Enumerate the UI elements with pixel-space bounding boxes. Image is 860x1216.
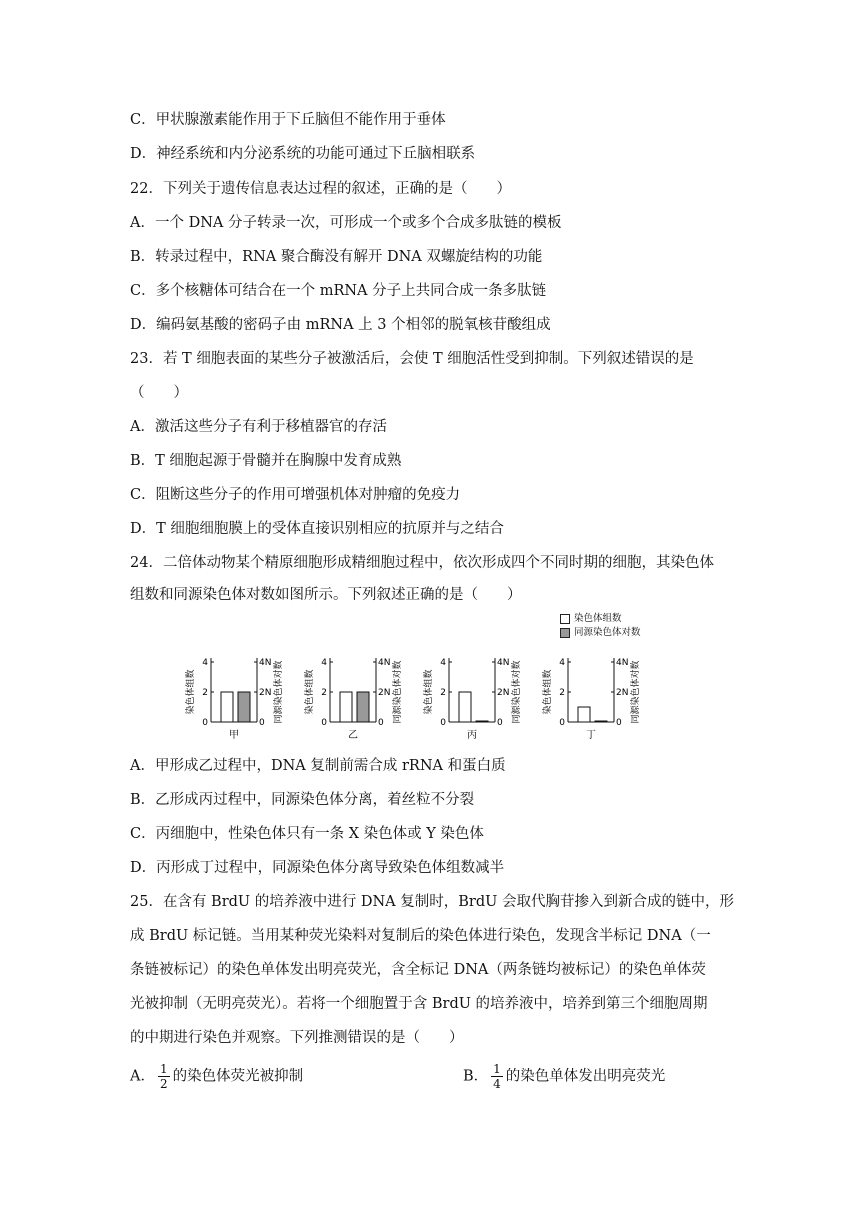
text-line-14: 24．二倍体动物某个精原细胞形成精细胞过程中，依次形成四个不同时期的细胞，其染色体 (130, 555, 714, 571)
left-axis-label: 染色体组数 (543, 669, 553, 715)
legend-label-groups: 染色体组数 (574, 613, 622, 624)
right-tick-label: 4N (616, 658, 629, 668)
text-line-24: 的中期进行染色并观察。下列推测错误的是（ ） (130, 1030, 464, 1046)
legend-label-pairs: 同源染色体对数 (574, 627, 641, 638)
fraction-quarter-den: 4 (493, 1077, 501, 1091)
option-25a (130, 1062, 303, 1091)
text-line-12: C．阻断这些分子的作用可增强机体对肿瘤的免疫力 (130, 487, 461, 503)
text-line-17: B．乙形成丙过程中，同源染色体分离，着丝粒不分裂 (130, 792, 475, 808)
bar-chromosome-groups (578, 707, 590, 722)
left-tick-label: 0 (440, 718, 446, 728)
fraction-half-den: 2 (159, 1077, 168, 1091)
text-line-15: 组数和同源染色体对数如图所示。下列叙述正确的是（ ） (130, 587, 522, 603)
fraction-half (158, 1062, 170, 1091)
chart-svg (186, 612, 675, 747)
fraction-half-num: 1 (159, 1062, 168, 1076)
option-25b (463, 1062, 665, 1091)
left-tick-label: 4 (321, 658, 327, 668)
right-tick-label: 0 (616, 718, 622, 728)
text-line-3: 22．下列关于遗传信息表达过程的叙述，正确的是（ ） (130, 181, 511, 197)
option-25a-prefix: A． (130, 1068, 155, 1085)
right-tick-label: 2N (497, 688, 510, 698)
right-tick-label: 2N (378, 688, 391, 698)
text-line-4: A．一个 DNA 分子转录一次，可形成一个或多个合成多肽链的模板 (130, 215, 562, 231)
chromosome-chart (186, 612, 675, 747)
fraction-quarter-num: 1 (493, 1062, 501, 1076)
left-axis-label: 染色体组数 (305, 669, 315, 715)
fraction-quarter (491, 1062, 503, 1091)
left-tick-label: 2 (321, 688, 327, 698)
right-tick-label: 2N (259, 688, 272, 698)
text-line-18: C．丙细胞中，性染色体只有一条 X 染色体或 Y 染色体 (130, 826, 484, 842)
bar-chromosome-groups (340, 692, 352, 722)
right-tick-label: 0 (497, 718, 503, 728)
text-line-7: D．编码氨基酸的密码子由 mRNA 上 3 个相邻的脱氧核苷酸组成 (130, 317, 551, 333)
text-line-8: 23．若 T 细胞表面的某些分子被激活后，会使 T 细胞活性受到抑制。下列叙述错误的是 (130, 351, 694, 367)
category-label: 甲 (229, 730, 239, 741)
right-axis-label: 同源染色体对数 (631, 660, 641, 724)
category-label: 丙 (467, 730, 477, 741)
category-label: 丁 (586, 730, 596, 741)
left-tick-label: 0 (559, 718, 565, 728)
text-line-10: A．激活这些分子有利于移植器官的存活 (130, 419, 387, 435)
left-tick-label: 2 (440, 688, 446, 698)
text-line-22: 条链被标记）的染色单体发出明亮荧光，含全标记 DNA（两条链均被标记）的染色单体荧 (130, 962, 706, 978)
option-25a-text: 的染色体荧光被抑制 (172, 1068, 304, 1085)
option-25b-text: 的染色单体发出明亮荧光 (505, 1068, 666, 1085)
text-line-6: C．多个核糖体可结合在一个 mRNA 分子上共同合成一条多肽链 (130, 283, 547, 299)
right-tick-label: 4N (259, 658, 272, 668)
right-tick-label: 2N (616, 688, 629, 698)
right-tick-label: 0 (259, 718, 265, 728)
bar-homologous-pairs (238, 692, 250, 722)
right-tick-label: 4N (497, 658, 510, 668)
left-tick-label: 4 (440, 658, 446, 668)
left-tick-label: 2 (202, 688, 208, 698)
bar-homologous-pairs (357, 692, 369, 722)
text-line-2: D．神经系统和内分泌系统的功能可通过下丘脑相联系 (130, 146, 476, 162)
option-25b-prefix: B． (463, 1068, 489, 1085)
category-label: 乙 (348, 730, 358, 741)
bar-homologous-pairs (595, 721, 607, 722)
text-line-21: 成 BrdU 标记链。当用某种荧光染料对复制后的染色体进行染色，发现含半标记 DNA（一 (130, 928, 711, 944)
text-line-19: D．丙形成丁过程中，同源染色体分离导致染色体组数减半 (130, 860, 505, 876)
right-tick-label: 0 (378, 718, 384, 728)
left-axis-label: 染色体组数 (424, 669, 434, 715)
left-tick-label: 4 (202, 658, 208, 668)
text-line-11: B．T 细胞起源于骨髓并在胸腺中发育成熟 (130, 453, 402, 469)
text-line-20: 25．在含有 BrdU 的培养液中进行 DNA 复制时，BrdU 会取代胸苷掺入到新合成的链中，形 (130, 894, 734, 910)
right-tick-label: 4N (378, 658, 391, 668)
text-line-16: A．甲形成乙过程中，DNA 复制前需合成 rRNA 和蛋白质 (130, 758, 506, 774)
bar-chromosome-groups (459, 692, 471, 722)
left-axis-label: 染色体组数 (186, 669, 196, 715)
left-tick-label: 2 (559, 688, 565, 698)
text-line-9: （ ） (130, 385, 188, 401)
text-line-1: C．甲状腺激素能作用于下丘脑但不能作用于垂体 (130, 112, 446, 128)
right-axis-label: 同源染色体对数 (512, 660, 522, 724)
left-tick-label: 4 (559, 658, 565, 668)
right-axis-label: 同源染色体对数 (274, 660, 284, 724)
left-tick-label: 0 (321, 718, 327, 728)
text-line-23: 光被抑制（无明亮荧光）。若将一个细胞置于含 BrdU 的培养液中，培养到第三个细胞周期 (130, 996, 708, 1012)
right-axis-label: 同源染色体对数 (393, 660, 403, 724)
bar-chromosome-groups (221, 692, 233, 722)
left-tick-label: 0 (202, 718, 208, 728)
text-line-13: D．T 细胞细胞膜上的受体直接识别相应的抗原并与之结合 (130, 521, 504, 537)
bar-homologous-pairs (476, 721, 488, 722)
text-line-5: B．转录过程中，RNA 聚合酶没有解开 DNA 双螺旋结构的功能 (130, 249, 543, 265)
